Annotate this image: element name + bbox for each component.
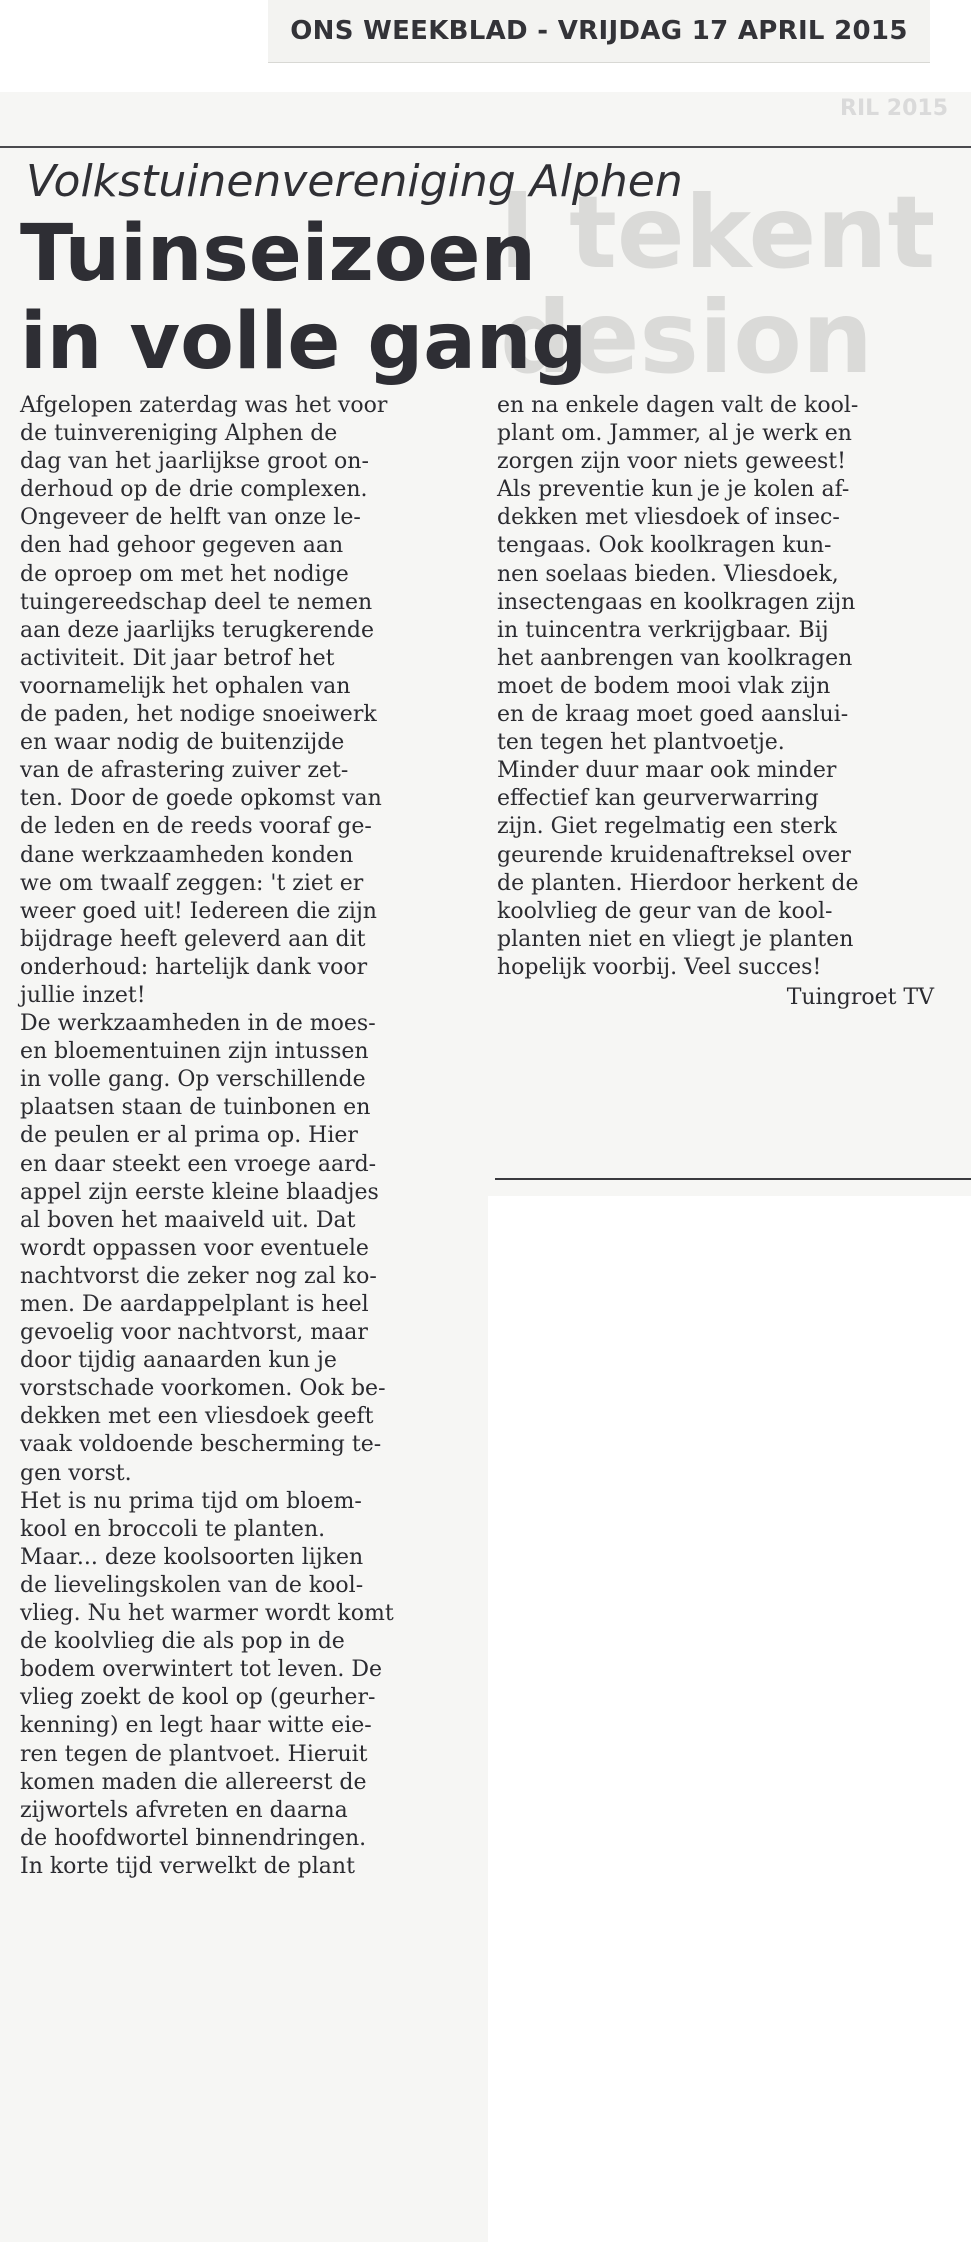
article-line: weer goed uit! Iedereen die zijn — [20, 898, 377, 924]
article-line: vlieg. Nu het warmer wordt komt — [20, 1601, 394, 1627]
article-line: vlieg zoekt de kool op (geurher- — [20, 1685, 376, 1711]
article-line: men. De aardappelplant is heel — [20, 1292, 369, 1317]
article-line: onderhoud: hartelijk dank voor — [20, 954, 368, 980]
article-line: appel zijn eerste kleine blaadjes — [20, 1179, 379, 1205]
article-line: en daar steekt een vroege aard- — [20, 1151, 377, 1177]
bleed-through-line: l tekent — [500, 180, 936, 291]
article-line: koolvlieg de geur van de kool- — [497, 898, 833, 924]
headline-line: in volle gang — [20, 297, 588, 387]
article-line: Het is nu prima tijd om bloem- — [20, 1488, 362, 1514]
article-line: dane werkzaamheden konden — [20, 842, 354, 868]
article-line: Minder duur maar ook minder — [497, 758, 837, 784]
article-line: gevoelig voor nachtvorst, maar — [20, 1320, 368, 1346]
article-line: door tijdig aanaarden kun je — [20, 1348, 337, 1374]
article-line: Als preventie kun je je kolen af- — [497, 477, 850, 503]
article-line: In korte tijd verwelkt de plant — [20, 1853, 355, 1879]
article-line: tengaas. Ook koolkragen kun- — [497, 533, 832, 559]
article-line: en bloementuinen zijn intussen — [20, 1039, 369, 1065]
article-line: insectengaas en koolkragen zijn — [497, 589, 856, 615]
article-line: Maar... deze koolsoorten lijken — [20, 1544, 364, 1570]
article-line: plaatsen staan de tuinbonen en — [20, 1095, 371, 1121]
article-line: de planten. Hierdoor herkent de — [497, 870, 859, 896]
article-line: ten. Door de goede opkomst van — [20, 786, 382, 812]
article-line: we om twaalf zeggen: 't ziet er — [20, 870, 364, 896]
article-line: de leden en de reeds vooraf ge- — [20, 814, 372, 840]
article-line: de oproep om met het nodige — [20, 561, 349, 587]
article-line: ren tegen de plantvoet. Hieruit — [20, 1741, 368, 1767]
article-line: activiteit. Dit jaar betrof het — [20, 645, 335, 671]
article-line: moet de bodem mooi vlak zijn — [497, 673, 831, 699]
article-line: de koolvlieg die als pop in de — [20, 1629, 345, 1655]
article-line: bodem overwintert tot leven. De — [20, 1657, 382, 1683]
article-line: de lievelingskolen van de kool- — [20, 1572, 364, 1598]
article-line: den had gehoor gegeven aan — [20, 533, 344, 559]
article-line: effectief kan geurverwarring — [497, 786, 819, 812]
article-line: en waar nodig de buitenzijde — [20, 730, 345, 756]
article-line: vorstschade voorkomen. Ook be- — [20, 1376, 386, 1402]
article-line: gen vorst. — [20, 1460, 132, 1486]
article-line: en de kraag moet goed aanslui- — [497, 702, 849, 728]
article-line: de peulen er al prima op. Hier — [20, 1123, 358, 1149]
blank-area — [488, 1196, 971, 2242]
article-line: de tuinvereniging Alphen de — [20, 421, 338, 447]
article-line: het aanbrengen van koolkragen — [497, 645, 853, 671]
article-line: plant om. Jammer, al je werk en — [497, 421, 852, 447]
bleed-through-date: RIL 2015 — [840, 96, 949, 121]
article-line: ten tegen het plantvoetje. — [497, 730, 785, 756]
article-line: planten niet en vliegt je planten — [497, 926, 854, 952]
article-line: in tuincentra verkrijgbaar. Bij — [497, 617, 829, 643]
article-kicker: Volkstuinenvereniging Alphen — [26, 156, 683, 207]
article-column-left — [20, 392, 478, 1881]
article-line: komen maden die allereerst de — [20, 1769, 367, 1795]
article-line: zorgen zijn voor niets geweest! — [497, 449, 846, 475]
article-line: aan deze jaarlijks terugkerende — [20, 617, 374, 643]
masthead: ONS WEEKBLAD - VRIJDAG 17 APRIL 2015 — [290, 16, 908, 46]
article-line: dekken met een vliesdoek geeft — [20, 1404, 374, 1430]
article-line: bijdrage heeft geleverd aan dit — [20, 926, 366, 952]
article-line: van de afrastering zuiver zet- — [20, 758, 349, 784]
bleed-through-line: desion — [500, 279, 874, 390]
article-line: kool en broccoli te planten. — [20, 1516, 326, 1542]
article-line: dekken met vliesdoek of insec- — [497, 505, 840, 531]
article-line: kenning) en legt haar witte eie- — [20, 1713, 372, 1739]
article-line: al boven het maaiveld uit. Dat — [20, 1207, 356, 1233]
article-line: voornamelijk het ophalen van — [20, 673, 351, 699]
article-end-rule — [495, 1178, 971, 1180]
top-rule — [0, 146, 971, 148]
article-line: derhoud op de drie complexen. — [20, 477, 368, 503]
article-line: vaak voldoende bescherming te- — [20, 1432, 382, 1458]
article-headline — [20, 210, 587, 386]
article-column-right — [497, 392, 942, 1012]
article-line: geurende kruidenaftreksel over — [497, 842, 851, 868]
article-line: de hoofdwortel binnendringen. — [20, 1825, 367, 1851]
article-line: de paden, het nodige snoeiwerk — [20, 702, 377, 728]
article-line: Ongeveer de helft van onze le- — [20, 505, 361, 531]
article-line: wordt oppassen voor eventuele — [20, 1235, 369, 1261]
article-line: nen soelaas bieden. Vliesdoek, — [497, 561, 839, 587]
column-right-lines — [497, 392, 942, 982]
article-line: Afgelopen zaterdag was het voor — [20, 393, 388, 418]
article-line: De werkzaamheden in de moes- — [20, 1011, 376, 1037]
article-line: in volle gang. Op verschillende — [20, 1067, 366, 1093]
headline-line: Tuinseizoen — [20, 209, 536, 299]
article-byline: Tuingroet TV — [786, 984, 934, 1010]
article-line: nachtvorst die zeker nog zal ko- — [20, 1263, 377, 1289]
article-line: dag van het jaarlijkse groot on- — [20, 449, 369, 475]
article-line: en na enkele dagen valt de kool- — [497, 393, 859, 418]
article-line: zijwortels afvreten en daarna — [20, 1797, 348, 1823]
article-line: hopelijk voorbij. Veel succes! — [497, 954, 822, 980]
article-line: jullie inzet! — [20, 982, 146, 1008]
article-line: tuingereedschap deel te nemen — [20, 589, 373, 615]
article-line: zijn. Giet regelmatig een sterk — [497, 814, 837, 840]
